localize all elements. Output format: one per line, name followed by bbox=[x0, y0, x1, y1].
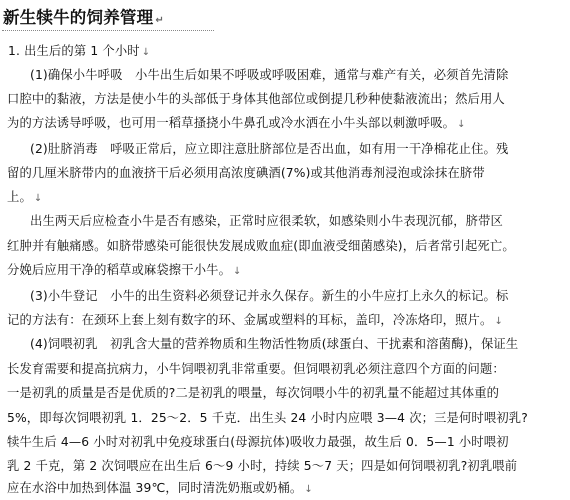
line-break-icon: ↓ bbox=[233, 266, 242, 277]
text-line: 为的方法诱导呼吸，也可用一稻草搔挠小牛鼻孔或冷水洒在小牛头部以刺激呼吸。 ↓ bbox=[7, 116, 466, 130]
line-break-icon: ↓ bbox=[33, 193, 43, 204]
section-heading-line: 1. 出生后的第 1 个小时 ↓ bbox=[8, 44, 151, 58]
text-line: 红肿并有触痛感。如脐带感染可能很快发展成败血症(即血液受细菌感染)，后者常引起死亡。 bbox=[7, 239, 515, 253]
line-break-icon: ↓ bbox=[304, 484, 313, 495]
document-title: 新生犊牛的饲养管理 ↵ bbox=[3, 8, 164, 27]
text-line: (4)饲喂初乳 初乳含大量的营养物质和生物活性物质(球蛋白、干扰素和溶菌酶)，保证生 bbox=[30, 337, 519, 351]
text-line: 口腔中的黏液，方法是使小牛的头部低于身体其他部位或倒提几秒种使黏液流出；然后用人 bbox=[7, 92, 505, 106]
title-underline bbox=[2, 30, 214, 31]
text-line: (1)确保小牛呼吸 小牛出生后如果不呼吸或呼吸困难，通常与难产有关，必须首先清除 bbox=[30, 68, 509, 82]
line-break-icon: ↓ bbox=[457, 119, 466, 130]
text-line: 留的几厘米脐带内的血液挤干后必须用高浓度碘酒(7%)或其他消毒剂浸泡或涂抹在脐带 bbox=[7, 166, 485, 180]
text-line: 犊牛生后 4—6 小时对初乳中免疫球蛋白(母源抗体)吸收力最强，故生后 0．5—1 小时喂初 bbox=[7, 435, 509, 449]
line-break-icon: ↓ bbox=[141, 47, 151, 58]
paragraph-mark-icon: ↵ bbox=[155, 15, 164, 26]
text-line: 一是初乳的质量是否是优质的?二是初乳的喂量，每次饲喂小牛的初乳量不能超过其体重的 bbox=[7, 386, 500, 400]
text-line: 长发育需要和提高抗病力，小牛饲喂初乳非常重要。但饲喂初乳必须注意四个方面的问题： bbox=[7, 362, 505, 376]
text-line: (2)肚脐消毒 呼吸正常后，应立即注意肚脐部位是否出血，如有用一干净棉花止住。残 bbox=[30, 142, 509, 156]
text-line: (3)小牛登记 小牛的出生资料必须登记并永久保存。新生的小牛应打上永久的标记。标 bbox=[30, 289, 509, 303]
text-line: 上。 ↓ bbox=[7, 190, 43, 204]
text-line: 分娩后应用干净的稻草或麻袋擦干小牛。 ↓ bbox=[7, 263, 242, 277]
text-line: 乳 2 千克，第 2 次饲喂应在出生后 6～9 小时，持续 5～7 天；四是如何饲喂初乳?初乳喂前 bbox=[7, 459, 518, 473]
text-line: 记的方法有：在颈环上套上刻有数字的环、金属或塑料的耳标，盖印，冷冻烙印，照片。 ↓ bbox=[7, 313, 503, 327]
text-line: 出生两天后应检查小牛是否有感染，正常时应很柔软，如感染则小牛表现沉郁，脐带区 bbox=[30, 214, 503, 228]
text-line: 应在水浴中加热到体温 39℃，同时清洗奶瓶或奶桶。 ↓ bbox=[7, 481, 313, 495]
text-line: 5%，即每次饲喂初乳 1．25～2．5 千克．出生头 24 小时内应喂 3—4 次；三是何时喂初乳? bbox=[7, 411, 528, 425]
line-break-icon: ↓ bbox=[494, 316, 503, 327]
